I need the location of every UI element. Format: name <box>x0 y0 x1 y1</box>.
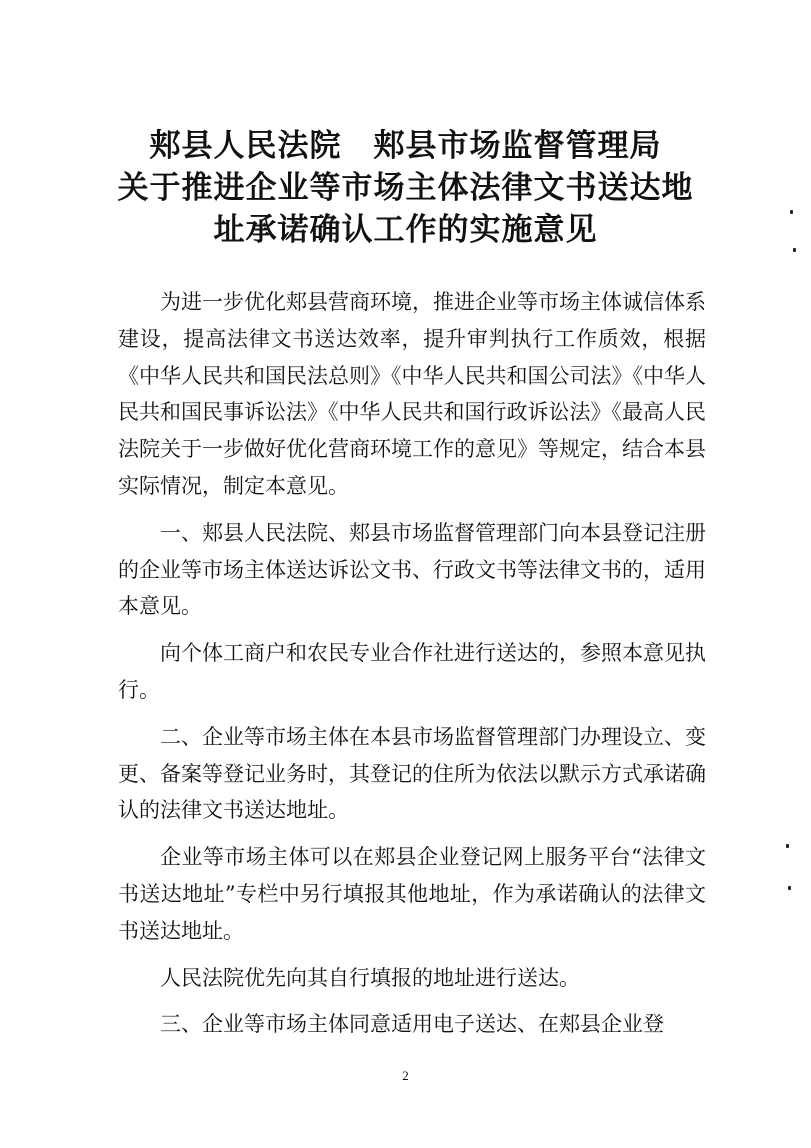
document-title <box>0 128 811 248</box>
paragraph-section-2-priority: 人民法院优先向其自行填报的地址进行送达。 <box>160 965 580 990</box>
paragraph-section-1: 一、郏县人民法院、郏县市场监督管理部门向本县登记注册的企业等市场主体送达诉讼文书、行政文书等法律文书的，适用本意见。 <box>118 520 706 619</box>
title-line-2: 关于推进企业等市场主体法律文书送达地 <box>117 170 694 206</box>
scan-speck <box>793 248 796 252</box>
page-number: 2 <box>402 1068 409 1083</box>
title-line-1: 郏县人民法院 郏县市场监督管理局 <box>149 128 662 164</box>
paragraph-section-1-note: 向个体工商户和农民专业合作社进行送达的，参照本意见执行。 <box>118 641 706 702</box>
scan-speck <box>786 844 789 848</box>
paragraph-section-2-note: 企业等市场主体可以在郏县企业登记网上服务平台“法律文书送达地址”专栏中另行填报其他地址，作为承诺确认的法律文书送达地址。 <box>118 845 706 943</box>
paragraph-section-2: 二、企业等市场主体在本县市场监督管理部门办理设立、变更、备案等登记业务时，其登记的住所为依法以默示方式承诺确认的法律文书送达地址。 <box>118 724 706 823</box>
scan-speck <box>788 886 791 890</box>
paragraph-preamble: 为进一步优化郏县营商环境，推进企业等市场主体诚信体系建设，提高法律文书送达效率，提升审判执行工作质效，根据《中华人民共和国民法总则》《中华人民共和国公司法》《中华人民共和国民事诉讼法》《中华人民共和国行政诉讼法》《最高人民法院关于一步做好优化营商环境工作的意见》等规定，结合本县实际情况，制定本意见。 <box>118 290 706 498</box>
scan-speck <box>790 210 793 214</box>
paragraph-section-3: 三、企业等市场主体同意适用电子送达、在郏县企业登 <box>160 1012 664 1037</box>
title-line-3: 址承诺确认工作的实施意见 <box>213 212 598 248</box>
document-body <box>118 284 706 1043</box>
